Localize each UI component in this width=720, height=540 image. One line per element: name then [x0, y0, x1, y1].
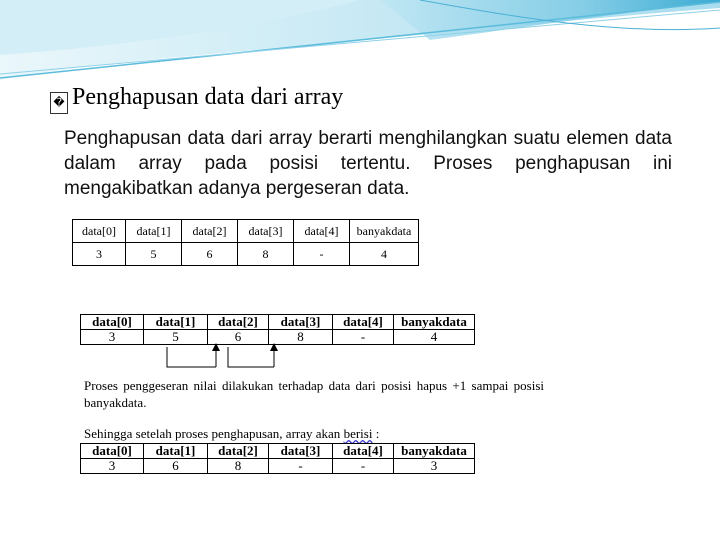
- before-value-cell: 4: [394, 330, 475, 345]
- array-header-cell: data[4]: [294, 220, 350, 243]
- before-header-cell: data[3]: [269, 315, 333, 330]
- after-value-cell: -: [333, 459, 394, 474]
- before-header-cell: data[2]: [208, 315, 269, 330]
- array-table-value-row: [73, 243, 419, 266]
- before-value-cell: 6: [208, 330, 269, 345]
- bullet-icon: �: [50, 92, 68, 114]
- result-caption-word: berisi: [343, 426, 373, 441]
- intro-paragraph: Penghapusan data dari array berarti menghilangkan suatu elemen data dalam array pada posisi tertentu. Proses penghapusan ini mengakibatkan adanya pergeseran data.: [64, 128, 672, 199]
- after-header-cell: data[4]: [333, 444, 394, 459]
- shift-arrows: [78, 305, 544, 385]
- after-header-cell: data[1]: [144, 444, 208, 459]
- array-value-cell: 6: [182, 243, 238, 266]
- array-header-cell: data[1]: [126, 220, 182, 243]
- deletion-illustration: [78, 305, 544, 483]
- slide-title: [50, 84, 343, 114]
- after-value-cell: 3: [81, 459, 144, 474]
- before-value-cell: 8: [269, 330, 333, 345]
- after-header-cell: banyakdata: [394, 444, 475, 459]
- before-header-cell: data[0]: [81, 315, 144, 330]
- before-value-cell: 3: [81, 330, 144, 345]
- array-header-cell: data[0]: [73, 220, 126, 243]
- result-caption-prefix: Sehingga setelah proses penghapusan, array akan: [84, 426, 344, 441]
- result-caption-suffix: :: [372, 426, 380, 441]
- array-value-cell: 3: [73, 243, 126, 266]
- array-header-cell: data[2]: [182, 220, 238, 243]
- after-deletion-table: [80, 443, 475, 474]
- before-value-cell: 5: [144, 330, 208, 345]
- array-table: [72, 219, 419, 266]
- array-header-cell: data[3]: [238, 220, 294, 243]
- before-value-cell: -: [333, 330, 394, 345]
- after-header-row: [81, 444, 475, 459]
- decorative-wave-banner: [0, 0, 720, 90]
- after-value-cell: 3: [394, 459, 475, 474]
- after-header-cell: data[2]: [208, 444, 269, 459]
- after-value-cell: -: [269, 459, 333, 474]
- before-header-cell: data[4]: [333, 315, 394, 330]
- array-table-header-row: [73, 220, 419, 243]
- slide-title-text: Penghapusan data dari array: [72, 84, 344, 110]
- after-header-cell: data[3]: [269, 444, 333, 459]
- before-header-cell: data[1]: [144, 315, 208, 330]
- after-header-cell: data[0]: [81, 444, 144, 459]
- after-value-cell: 8: [208, 459, 269, 474]
- array-value-cell: 8: [238, 243, 294, 266]
- after-value-cell: 6: [144, 459, 208, 474]
- array-header-cell: banyakdata: [350, 220, 419, 243]
- result-caption: [84, 426, 379, 442]
- array-value-cell: -: [294, 243, 350, 266]
- array-value-cell: 5: [126, 243, 182, 266]
- array-value-cell: 4: [350, 243, 419, 266]
- after-value-row: [81, 459, 475, 474]
- before-header-cell: banyakdata: [394, 315, 475, 330]
- shift-explanation: Proses penggeseran nilai dilakukan terhadap data dari posisi hapus +1 sampai posisi banyakdata.: [84, 378, 544, 410]
